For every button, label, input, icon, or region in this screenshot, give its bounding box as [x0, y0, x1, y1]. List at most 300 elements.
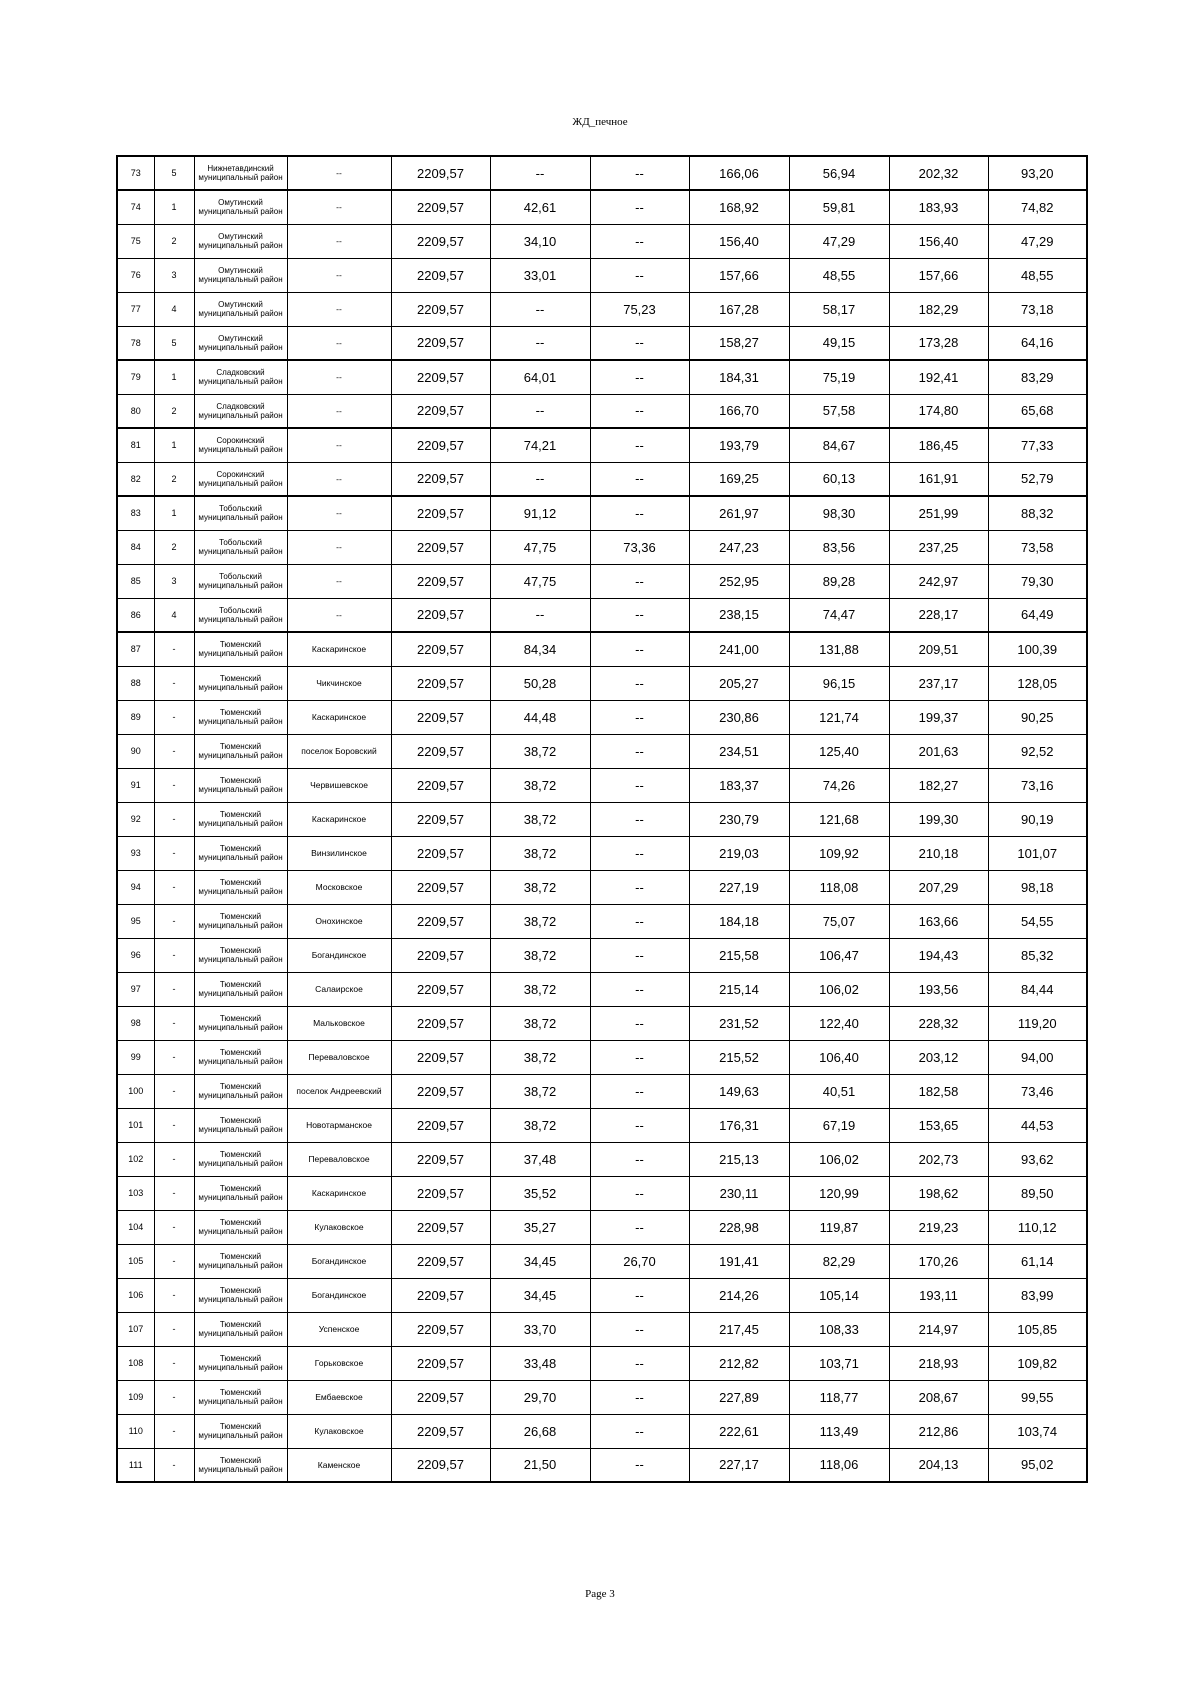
base-value-cell: 2209,57: [391, 1278, 490, 1312]
settlement-cell: --: [287, 156, 391, 190]
value-1-cell: 50,28: [490, 666, 590, 700]
value-2-cell: --: [590, 870, 689, 904]
settlement-cell: Московское: [287, 870, 391, 904]
value-5-cell: 237,25: [889, 530, 988, 564]
value-5-cell: 192,41: [889, 360, 988, 394]
value-4-cell: 106,02: [789, 1142, 889, 1176]
table-row: [117, 598, 1087, 632]
row-number-cell: 100: [117, 1074, 154, 1108]
value-6-cell: 110,12: [988, 1210, 1087, 1244]
value-6-cell: 94,00: [988, 1040, 1087, 1074]
table-row: [117, 938, 1087, 972]
sub-number-cell: -: [154, 632, 194, 666]
table-row: [117, 1346, 1087, 1380]
value-6-cell: 77,33: [988, 428, 1087, 462]
base-value-cell: 2209,57: [391, 1006, 490, 1040]
settlement-cell: --: [287, 496, 391, 530]
value-6-cell: 83,29: [988, 360, 1087, 394]
base-value-cell: 2209,57: [391, 1142, 490, 1176]
district-cell: Тобольский муниципальный район: [194, 496, 287, 530]
value-4-cell: 122,40: [789, 1006, 889, 1040]
table-row: [117, 1244, 1087, 1278]
settlement-cell: --: [287, 360, 391, 394]
value-4-cell: 108,33: [789, 1312, 889, 1346]
value-5-cell: 237,17: [889, 666, 988, 700]
value-2-cell: --: [590, 190, 689, 224]
value-2-cell: --: [590, 1312, 689, 1346]
base-value-cell: 2209,57: [391, 598, 490, 632]
district-cell: Тюменский муниципальный район: [194, 1448, 287, 1482]
base-value-cell: 2209,57: [391, 1040, 490, 1074]
value-1-cell: 34,45: [490, 1244, 590, 1278]
row-number-cell: 93: [117, 836, 154, 870]
table-row: [117, 224, 1087, 258]
base-value-cell: 2209,57: [391, 224, 490, 258]
sub-number-cell: 2: [154, 224, 194, 258]
settlement-cell: Каскаринское: [287, 700, 391, 734]
sub-number-cell: 5: [154, 156, 194, 190]
row-number-cell: 76: [117, 258, 154, 292]
value-2-cell: --: [590, 836, 689, 870]
value-2-cell: --: [590, 734, 689, 768]
value-6-cell: 95,02: [988, 1448, 1087, 1482]
table-row: [117, 972, 1087, 1006]
value-2-cell: 73,36: [590, 530, 689, 564]
district-cell: Тюменский муниципальный район: [194, 1074, 287, 1108]
value-2-cell: --: [590, 496, 689, 530]
value-1-cell: 74,21: [490, 428, 590, 462]
value-6-cell: 99,55: [988, 1380, 1087, 1414]
base-value-cell: 2209,57: [391, 1244, 490, 1278]
settlement-cell: поселок Боровский: [287, 734, 391, 768]
value-5-cell: 186,45: [889, 428, 988, 462]
value-6-cell: 65,68: [988, 394, 1087, 428]
row-number-cell: 85: [117, 564, 154, 598]
row-number-cell: 94: [117, 870, 154, 904]
value-5-cell: 219,23: [889, 1210, 988, 1244]
base-value-cell: 2209,57: [391, 666, 490, 700]
sub-number-cell: 4: [154, 292, 194, 326]
value-4-cell: 89,28: [789, 564, 889, 598]
value-3-cell: 205,27: [689, 666, 789, 700]
table-row: [117, 496, 1087, 530]
row-number-cell: 106: [117, 1278, 154, 1312]
table-row: [117, 258, 1087, 292]
table-row: [117, 802, 1087, 836]
sub-number-cell: -: [154, 1278, 194, 1312]
value-6-cell: 93,62: [988, 1142, 1087, 1176]
value-6-cell: 73,46: [988, 1074, 1087, 1108]
row-number-cell: 109: [117, 1380, 154, 1414]
value-6-cell: 89,50: [988, 1176, 1087, 1210]
value-6-cell: 79,30: [988, 564, 1087, 598]
district-cell: Тюменский муниципальный район: [194, 1278, 287, 1312]
value-1-cell: 38,72: [490, 1074, 590, 1108]
value-1-cell: 38,72: [490, 1040, 590, 1074]
district-cell: Тюменский муниципальный район: [194, 972, 287, 1006]
value-1-cell: 29,70: [490, 1380, 590, 1414]
value-4-cell: 58,17: [789, 292, 889, 326]
value-2-cell: --: [590, 1176, 689, 1210]
value-4-cell: 75,19: [789, 360, 889, 394]
settlement-cell: --: [287, 190, 391, 224]
value-5-cell: 202,73: [889, 1142, 988, 1176]
value-4-cell: 109,92: [789, 836, 889, 870]
value-5-cell: 242,97: [889, 564, 988, 598]
value-2-cell: --: [590, 632, 689, 666]
base-value-cell: 2209,57: [391, 564, 490, 598]
row-number-cell: 73: [117, 156, 154, 190]
value-2-cell: 26,70: [590, 1244, 689, 1278]
district-cell: Сорокинский муниципальный район: [194, 462, 287, 496]
table-row: [117, 734, 1087, 768]
value-3-cell: 215,58: [689, 938, 789, 972]
district-cell: Тюменский муниципальный район: [194, 1176, 287, 1210]
sub-number-cell: -: [154, 904, 194, 938]
value-3-cell: 169,25: [689, 462, 789, 496]
value-2-cell: --: [590, 972, 689, 1006]
page-number: Page 3: [585, 1588, 615, 1600]
value-3-cell: 212,82: [689, 1346, 789, 1380]
value-4-cell: 56,94: [789, 156, 889, 190]
value-1-cell: 38,72: [490, 938, 590, 972]
base-value-cell: 2209,57: [391, 1210, 490, 1244]
table-row: [117, 326, 1087, 360]
value-3-cell: 184,18: [689, 904, 789, 938]
value-5-cell: 208,67: [889, 1380, 988, 1414]
value-1-cell: 47,75: [490, 564, 590, 598]
sub-number-cell: 1: [154, 190, 194, 224]
row-number-cell: 87: [117, 632, 154, 666]
base-value-cell: 2209,57: [391, 360, 490, 394]
district-cell: Омутинский муниципальный район: [194, 292, 287, 326]
settlement-cell: Винзилинское: [287, 836, 391, 870]
value-3-cell: 167,28: [689, 292, 789, 326]
base-value-cell: 2209,57: [391, 734, 490, 768]
value-3-cell: 184,31: [689, 360, 789, 394]
table-row: [117, 190, 1087, 224]
value-6-cell: 52,79: [988, 462, 1087, 496]
settlement-cell: Ембаевское: [287, 1380, 391, 1414]
district-cell: Нижнетавдинский муниципальный район: [194, 156, 287, 190]
value-5-cell: 214,97: [889, 1312, 988, 1346]
table-row: [117, 1040, 1087, 1074]
value-6-cell: 47,29: [988, 224, 1087, 258]
value-2-cell: --: [590, 700, 689, 734]
value-3-cell: 214,26: [689, 1278, 789, 1312]
row-number-cell: 84: [117, 530, 154, 564]
sub-number-cell: -: [154, 972, 194, 1006]
value-5-cell: 161,91: [889, 462, 988, 496]
value-6-cell: 73,18: [988, 292, 1087, 326]
value-6-cell: 101,07: [988, 836, 1087, 870]
value-2-cell: --: [590, 768, 689, 802]
value-4-cell: 121,68: [789, 802, 889, 836]
value-2-cell: --: [590, 1142, 689, 1176]
value-1-cell: --: [490, 156, 590, 190]
value-2-cell: --: [590, 666, 689, 700]
value-4-cell: 106,02: [789, 972, 889, 1006]
value-5-cell: 251,99: [889, 496, 988, 530]
district-cell: Тюменский муниципальный район: [194, 1244, 287, 1278]
table-row: [117, 1108, 1087, 1142]
value-5-cell: 182,29: [889, 292, 988, 326]
value-1-cell: 91,12: [490, 496, 590, 530]
value-5-cell: 198,62: [889, 1176, 988, 1210]
row-number-cell: 97: [117, 972, 154, 1006]
value-1-cell: 38,72: [490, 904, 590, 938]
value-6-cell: 93,20: [988, 156, 1087, 190]
value-5-cell: 163,66: [889, 904, 988, 938]
row-number-cell: 103: [117, 1176, 154, 1210]
base-value-cell: 2209,57: [391, 1312, 490, 1346]
district-cell: Сорокинский муниципальный район: [194, 428, 287, 462]
value-6-cell: 84,44: [988, 972, 1087, 1006]
value-3-cell: 227,19: [689, 870, 789, 904]
settlement-cell: Новотарманское: [287, 1108, 391, 1142]
value-3-cell: 215,13: [689, 1142, 789, 1176]
district-cell: Тобольский муниципальный район: [194, 598, 287, 632]
district-cell: Сладковский муниципальный район: [194, 394, 287, 428]
row-number-cell: 107: [117, 1312, 154, 1346]
value-2-cell: --: [590, 156, 689, 190]
settlement-cell: Каскаринское: [287, 802, 391, 836]
value-3-cell: 241,00: [689, 632, 789, 666]
value-3-cell: 230,79: [689, 802, 789, 836]
value-3-cell: 234,51: [689, 734, 789, 768]
value-1-cell: --: [490, 394, 590, 428]
table-row: [117, 292, 1087, 326]
value-6-cell: 105,85: [988, 1312, 1087, 1346]
settlement-cell: Успенское: [287, 1312, 391, 1346]
value-2-cell: --: [590, 1278, 689, 1312]
district-cell: Тобольский муниципальный район: [194, 564, 287, 598]
sub-number-cell: -: [154, 938, 194, 972]
base-value-cell: 2209,57: [391, 292, 490, 326]
settlement-cell: --: [287, 224, 391, 258]
value-3-cell: 230,11: [689, 1176, 789, 1210]
base-value-cell: 2209,57: [391, 972, 490, 1006]
row-number-cell: 105: [117, 1244, 154, 1278]
page-header-title: ЖД_печное: [572, 116, 628, 128]
value-1-cell: 42,61: [490, 190, 590, 224]
sub-number-cell: -: [154, 1074, 194, 1108]
settlement-cell: Богандинское: [287, 1244, 391, 1278]
value-3-cell: 156,40: [689, 224, 789, 258]
value-2-cell: --: [590, 258, 689, 292]
value-6-cell: 109,82: [988, 1346, 1087, 1380]
value-1-cell: --: [490, 462, 590, 496]
value-1-cell: 38,72: [490, 870, 590, 904]
value-6-cell: 103,74: [988, 1414, 1087, 1448]
value-5-cell: 183,93: [889, 190, 988, 224]
value-4-cell: 106,40: [789, 1040, 889, 1074]
value-3-cell: 149,63: [689, 1074, 789, 1108]
settlement-cell: Онохинское: [287, 904, 391, 938]
district-cell: Тюменский муниципальный район: [194, 666, 287, 700]
table-row: [117, 530, 1087, 564]
table-row: [117, 1142, 1087, 1176]
value-3-cell: 158,27: [689, 326, 789, 360]
base-value-cell: 2209,57: [391, 632, 490, 666]
base-value-cell: 2209,57: [391, 462, 490, 496]
value-3-cell: 227,17: [689, 1448, 789, 1482]
value-2-cell: --: [590, 224, 689, 258]
row-number-cell: 99: [117, 1040, 154, 1074]
row-number-cell: 101: [117, 1108, 154, 1142]
value-1-cell: 35,27: [490, 1210, 590, 1244]
table-row: [117, 394, 1087, 428]
value-3-cell: 157,66: [689, 258, 789, 292]
value-5-cell: 202,32: [889, 156, 988, 190]
value-4-cell: 98,30: [789, 496, 889, 530]
settlement-cell: Каскаринское: [287, 632, 391, 666]
value-6-cell: 54,55: [988, 904, 1087, 938]
value-2-cell: --: [590, 462, 689, 496]
row-number-cell: 86: [117, 598, 154, 632]
value-1-cell: 38,72: [490, 734, 590, 768]
value-2-cell: --: [590, 1210, 689, 1244]
value-1-cell: --: [490, 292, 590, 326]
sub-number-cell: 5: [154, 326, 194, 360]
value-4-cell: 121,74: [789, 700, 889, 734]
sub-number-cell: 2: [154, 394, 194, 428]
sub-number-cell: 2: [154, 530, 194, 564]
value-2-cell: --: [590, 802, 689, 836]
value-4-cell: 67,19: [789, 1108, 889, 1142]
table-row: [117, 1210, 1087, 1244]
settlement-cell: Салаирское: [287, 972, 391, 1006]
value-4-cell: 118,08: [789, 870, 889, 904]
value-2-cell: --: [590, 326, 689, 360]
district-cell: Омутинский муниципальный район: [194, 258, 287, 292]
district-cell: Тюменский муниципальный район: [194, 836, 287, 870]
value-4-cell: 106,47: [789, 938, 889, 972]
table-row: [117, 632, 1087, 666]
value-5-cell: 201,63: [889, 734, 988, 768]
base-value-cell: 2209,57: [391, 156, 490, 190]
value-1-cell: --: [490, 326, 590, 360]
value-6-cell: 61,14: [988, 1244, 1087, 1278]
value-1-cell: 35,52: [490, 1176, 590, 1210]
row-number-cell: 82: [117, 462, 154, 496]
value-2-cell: --: [590, 1380, 689, 1414]
table-row: [117, 1176, 1087, 1210]
value-1-cell: 44,48: [490, 700, 590, 734]
district-cell: Тюменский муниципальный район: [194, 1210, 287, 1244]
value-5-cell: 182,58: [889, 1074, 988, 1108]
district-cell: Тюменский муниципальный район: [194, 904, 287, 938]
value-4-cell: 60,13: [789, 462, 889, 496]
value-4-cell: 49,15: [789, 326, 889, 360]
value-6-cell: 74,82: [988, 190, 1087, 224]
settlement-cell: Переваловское: [287, 1142, 391, 1176]
table-row: [117, 1380, 1087, 1414]
value-5-cell: 157,66: [889, 258, 988, 292]
value-3-cell: 252,95: [689, 564, 789, 598]
sub-number-cell: -: [154, 700, 194, 734]
base-value-cell: 2209,57: [391, 1380, 490, 1414]
value-3-cell: 231,52: [689, 1006, 789, 1040]
row-number-cell: 89: [117, 700, 154, 734]
base-value-cell: 2209,57: [391, 904, 490, 938]
district-cell: Тюменский муниципальный район: [194, 802, 287, 836]
value-5-cell: 199,37: [889, 700, 988, 734]
sub-number-cell: -: [154, 1244, 194, 1278]
table-row: [117, 836, 1087, 870]
district-cell: Тюменский муниципальный район: [194, 1108, 287, 1142]
value-4-cell: 40,51: [789, 1074, 889, 1108]
base-value-cell: 2209,57: [391, 258, 490, 292]
value-6-cell: 73,16: [988, 768, 1087, 802]
base-value-cell: 2209,57: [391, 326, 490, 360]
district-cell: Тюменский муниципальный район: [194, 1312, 287, 1346]
value-3-cell: 222,61: [689, 1414, 789, 1448]
base-value-cell: 2209,57: [391, 1448, 490, 1482]
value-6-cell: 92,52: [988, 734, 1087, 768]
table-row: [117, 564, 1087, 598]
value-1-cell: 33,01: [490, 258, 590, 292]
value-4-cell: 105,14: [789, 1278, 889, 1312]
base-value-cell: 2209,57: [391, 190, 490, 224]
district-cell: Тюменский муниципальный район: [194, 768, 287, 802]
value-4-cell: 113,49: [789, 1414, 889, 1448]
table-row: [117, 666, 1087, 700]
value-3-cell: 219,03: [689, 836, 789, 870]
sub-number-cell: -: [154, 1142, 194, 1176]
value-6-cell: 90,25: [988, 700, 1087, 734]
row-number-cell: 95: [117, 904, 154, 938]
settlement-cell: --: [287, 258, 391, 292]
value-1-cell: 47,75: [490, 530, 590, 564]
value-4-cell: 96,15: [789, 666, 889, 700]
value-1-cell: 34,10: [490, 224, 590, 258]
district-cell: Тюменский муниципальный район: [194, 700, 287, 734]
value-5-cell: 203,12: [889, 1040, 988, 1074]
value-6-cell: 48,55: [988, 258, 1087, 292]
district-cell: Омутинский муниципальный район: [194, 326, 287, 360]
sub-number-cell: -: [154, 802, 194, 836]
base-value-cell: 2209,57: [391, 428, 490, 462]
base-value-cell: 2209,57: [391, 768, 490, 802]
value-5-cell: 210,18: [889, 836, 988, 870]
value-5-cell: 173,28: [889, 326, 988, 360]
row-number-cell: 96: [117, 938, 154, 972]
row-number-cell: 91: [117, 768, 154, 802]
settlement-cell: --: [287, 428, 391, 462]
value-2-cell: --: [590, 1448, 689, 1482]
row-number-cell: 77: [117, 292, 154, 326]
value-4-cell: 74,26: [789, 768, 889, 802]
value-3-cell: 168,92: [689, 190, 789, 224]
row-number-cell: 80: [117, 394, 154, 428]
value-6-cell: 128,05: [988, 666, 1087, 700]
value-1-cell: 34,45: [490, 1278, 590, 1312]
value-4-cell: 118,06: [789, 1448, 889, 1482]
sub-number-cell: -: [154, 1176, 194, 1210]
value-1-cell: 64,01: [490, 360, 590, 394]
row-number-cell: 108: [117, 1346, 154, 1380]
base-value-cell: 2209,57: [391, 938, 490, 972]
table-row: [117, 360, 1087, 394]
value-6-cell: 85,32: [988, 938, 1087, 972]
district-cell: Тюменский муниципальный район: [194, 1006, 287, 1040]
value-5-cell: 204,13: [889, 1448, 988, 1482]
value-5-cell: 156,40: [889, 224, 988, 258]
base-value-cell: 2209,57: [391, 870, 490, 904]
base-value-cell: 2209,57: [391, 700, 490, 734]
sub-number-cell: 2: [154, 462, 194, 496]
